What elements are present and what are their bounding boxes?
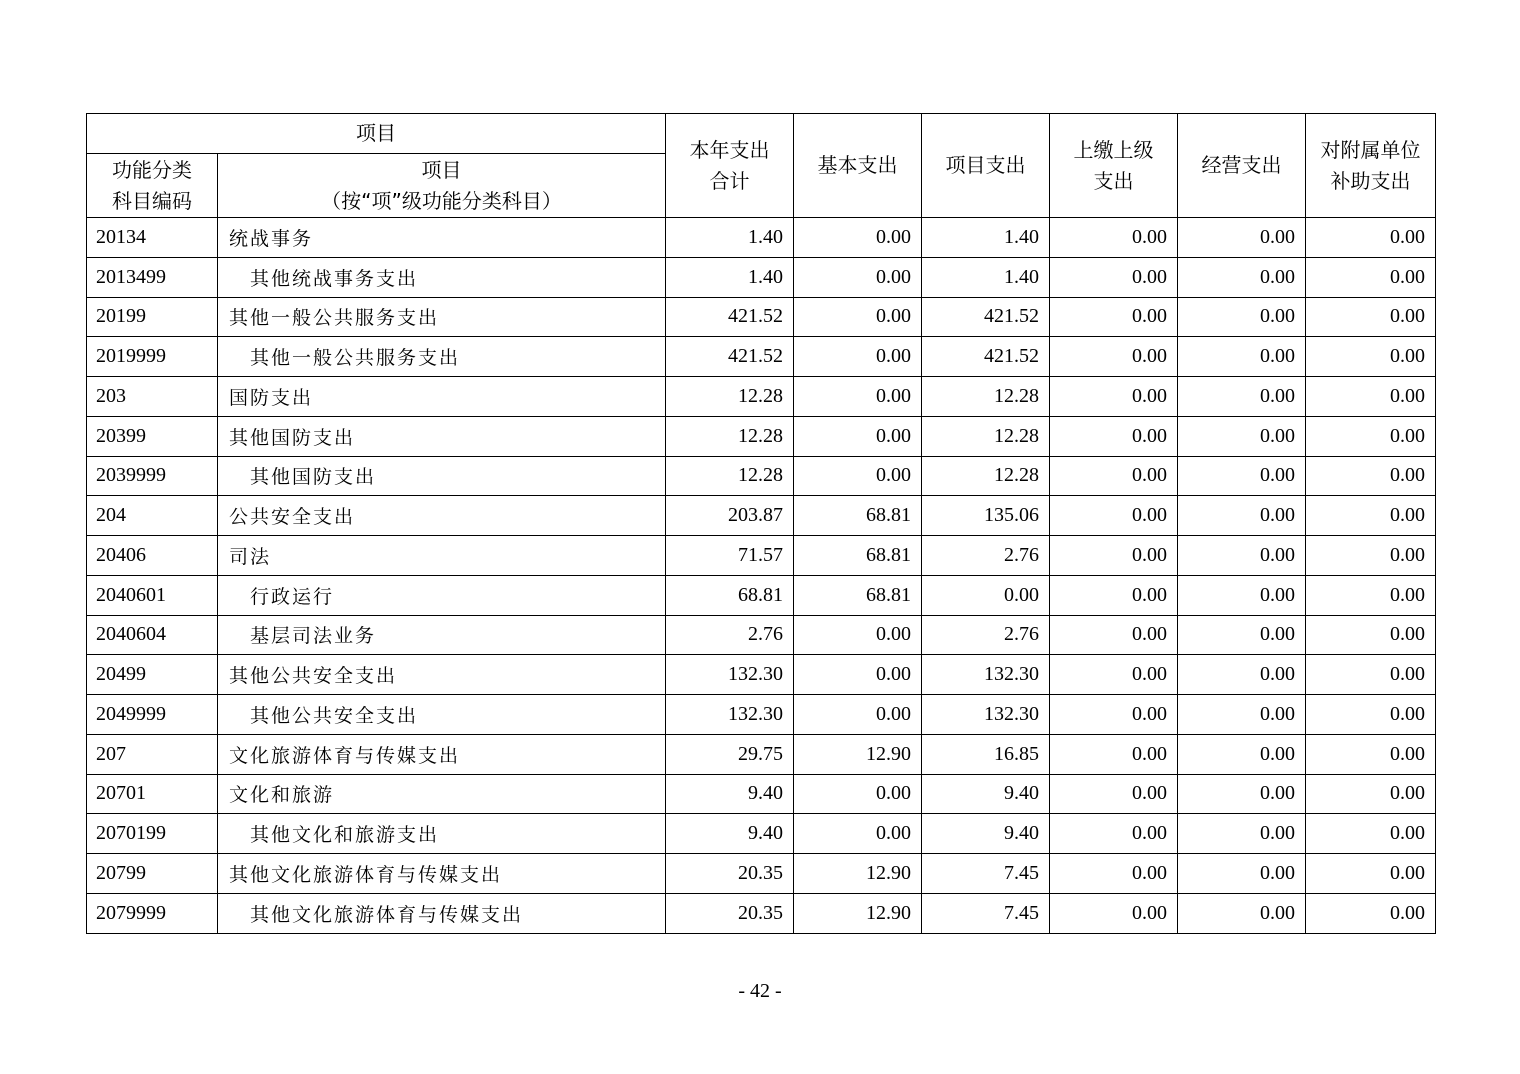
project-cell: 2.76 xyxy=(922,615,1050,655)
name-cell: 行政运行 xyxy=(218,575,666,615)
project-cell: 7.45 xyxy=(922,893,1050,933)
name-cell: 其他国防支出 xyxy=(218,416,666,456)
remit-cell: 0.00 xyxy=(1050,297,1178,337)
name-cell: 其他文化旅游体育与传媒支出 xyxy=(218,893,666,933)
basic-cell: 0.00 xyxy=(794,297,922,337)
code-cell: 20406 xyxy=(87,536,218,576)
table-row xyxy=(87,297,1436,337)
operating-cell: 0.00 xyxy=(1178,377,1306,417)
total-cell: 203.87 xyxy=(666,496,794,536)
table-body xyxy=(87,218,1436,934)
total-cell: 421.52 xyxy=(666,297,794,337)
item-group-header: 项目 xyxy=(87,114,666,154)
subsidy-cell: 0.00 xyxy=(1306,257,1436,297)
total-cell: 9.40 xyxy=(666,814,794,854)
basic-cell: 0.00 xyxy=(794,218,922,258)
project-header: 项目支出 xyxy=(922,114,1050,218)
table-row xyxy=(87,456,1436,496)
code-cell: 2019999 xyxy=(87,337,218,377)
basic-cell: 0.00 xyxy=(794,416,922,456)
name-cell: 国防支出 xyxy=(218,377,666,417)
table-row xyxy=(87,377,1436,417)
remit-cell: 0.00 xyxy=(1050,893,1178,933)
table-row xyxy=(87,496,1436,536)
code-cell: 2049999 xyxy=(87,695,218,735)
name-cell: 其他文化和旅游支出 xyxy=(218,814,666,854)
code-cell: 2040604 xyxy=(87,615,218,655)
project-cell: 132.30 xyxy=(922,695,1050,735)
remit-cell: 0.00 xyxy=(1050,575,1178,615)
code-cell: 203 xyxy=(87,377,218,417)
code-cell: 2039999 xyxy=(87,456,218,496)
subsidy-cell: 0.00 xyxy=(1306,854,1436,894)
total-cell: 29.75 xyxy=(666,734,794,774)
project-cell: 7.45 xyxy=(922,854,1050,894)
code-cell: 207 xyxy=(87,734,218,774)
remit-cell: 0.00 xyxy=(1050,496,1178,536)
basic-cell: 0.00 xyxy=(794,695,922,735)
project-cell: 421.52 xyxy=(922,337,1050,377)
table-row xyxy=(87,695,1436,735)
name-cell: 其他文化旅游体育与传媒支出 xyxy=(218,854,666,894)
operating-cell: 0.00 xyxy=(1178,575,1306,615)
remit-cell: 0.00 xyxy=(1050,734,1178,774)
total-cell: 68.81 xyxy=(666,575,794,615)
subsidy-cell: 0.00 xyxy=(1306,655,1436,695)
operating-cell: 0.00 xyxy=(1178,655,1306,695)
total-header: 本年支出 合计 xyxy=(666,114,794,218)
basic-cell: 12.90 xyxy=(794,854,922,894)
remit-header: 上缴上级 支出 xyxy=(1050,114,1178,218)
total-cell: 20.35 xyxy=(666,854,794,894)
remit-cell: 0.00 xyxy=(1050,615,1178,655)
code-cell: 204 xyxy=(87,496,218,536)
remit-cell: 0.00 xyxy=(1050,416,1178,456)
name-cell: 其他统战事务支出 xyxy=(218,257,666,297)
subsidy-cell: 0.00 xyxy=(1306,774,1436,814)
basic-cell: 0.00 xyxy=(794,615,922,655)
operating-cell: 0.00 xyxy=(1178,854,1306,894)
total-cell: 132.30 xyxy=(666,695,794,735)
operating-cell: 0.00 xyxy=(1178,297,1306,337)
code-cell: 20499 xyxy=(87,655,218,695)
basic-cell: 0.00 xyxy=(794,655,922,695)
basic-cell: 0.00 xyxy=(794,257,922,297)
operating-cell: 0.00 xyxy=(1178,734,1306,774)
name-cell: 其他公共安全支出 xyxy=(218,695,666,735)
subsidy-cell: 0.00 xyxy=(1306,337,1436,377)
name-cell: 司法 xyxy=(218,536,666,576)
table-row xyxy=(87,416,1436,456)
basic-cell: 0.00 xyxy=(794,377,922,417)
subsidy-cell: 0.00 xyxy=(1306,456,1436,496)
total-cell: 12.28 xyxy=(666,377,794,417)
subsidy-header: 对附属单位 补助支出 xyxy=(1306,114,1436,218)
total-cell: 132.30 xyxy=(666,655,794,695)
table-row xyxy=(87,814,1436,854)
operating-cell: 0.00 xyxy=(1178,774,1306,814)
remit-cell: 0.00 xyxy=(1050,814,1178,854)
subsidy-cell: 0.00 xyxy=(1306,814,1436,854)
subsidy-cell: 0.00 xyxy=(1306,218,1436,258)
expenditure-table xyxy=(86,113,1436,934)
remit-cell: 0.00 xyxy=(1050,377,1178,417)
table-row xyxy=(87,854,1436,894)
code-cell: 20799 xyxy=(87,854,218,894)
project-cell: 9.40 xyxy=(922,814,1050,854)
name-cell: 文化和旅游 xyxy=(218,774,666,814)
subsidy-cell: 0.00 xyxy=(1306,695,1436,735)
total-cell: 12.28 xyxy=(666,416,794,456)
basic-cell: 68.81 xyxy=(794,496,922,536)
page-number: - 42 - xyxy=(738,980,782,1002)
project-cell: 421.52 xyxy=(922,297,1050,337)
code-cell: 2013499 xyxy=(87,257,218,297)
operating-cell: 0.00 xyxy=(1178,416,1306,456)
name-cell: 统战事务 xyxy=(218,218,666,258)
table-row xyxy=(87,575,1436,615)
remit-cell: 0.00 xyxy=(1050,774,1178,814)
total-cell: 1.40 xyxy=(666,257,794,297)
table-row xyxy=(87,257,1436,297)
table-row xyxy=(87,774,1436,814)
remit-cell: 0.00 xyxy=(1050,655,1178,695)
subsidy-cell: 0.00 xyxy=(1306,496,1436,536)
remit-cell: 0.00 xyxy=(1050,456,1178,496)
total-cell: 20.35 xyxy=(666,893,794,933)
operating-cell: 0.00 xyxy=(1178,257,1306,297)
remit-cell: 0.00 xyxy=(1050,854,1178,894)
project-cell: 12.28 xyxy=(922,416,1050,456)
basic-cell: 68.81 xyxy=(794,536,922,576)
basic-header: 基本支出 xyxy=(794,114,922,218)
remit-cell: 0.00 xyxy=(1050,218,1178,258)
operating-header: 经营支出 xyxy=(1178,114,1306,218)
basic-cell: 0.00 xyxy=(794,456,922,496)
table-row xyxy=(87,615,1436,655)
basic-cell: 12.90 xyxy=(794,734,922,774)
project-cell: 132.30 xyxy=(922,655,1050,695)
name-header: 项目 （按“项”级功能分类科目） xyxy=(218,154,666,218)
subsidy-cell: 0.00 xyxy=(1306,297,1436,337)
project-cell: 16.85 xyxy=(922,734,1050,774)
operating-cell: 0.00 xyxy=(1178,893,1306,933)
basic-cell: 0.00 xyxy=(794,337,922,377)
table-row xyxy=(87,536,1436,576)
project-cell: 1.40 xyxy=(922,218,1050,258)
name-cell: 其他一般公共服务支出 xyxy=(218,337,666,377)
table-header xyxy=(87,114,1436,218)
operating-cell: 0.00 xyxy=(1178,615,1306,655)
project-cell: 12.28 xyxy=(922,377,1050,417)
subsidy-cell: 0.00 xyxy=(1306,893,1436,933)
table-row xyxy=(87,218,1436,258)
name-cell: 其他一般公共服务支出 xyxy=(218,297,666,337)
total-cell: 2.76 xyxy=(666,615,794,655)
remit-cell: 0.00 xyxy=(1050,695,1178,735)
subsidy-cell: 0.00 xyxy=(1306,416,1436,456)
code-cell: 20701 xyxy=(87,774,218,814)
project-cell: 0.00 xyxy=(922,575,1050,615)
basic-cell: 12.90 xyxy=(794,893,922,933)
name-cell: 基层司法业务 xyxy=(218,615,666,655)
table-row xyxy=(87,893,1436,933)
subsidy-cell: 0.00 xyxy=(1306,575,1436,615)
remit-cell: 0.00 xyxy=(1050,536,1178,576)
code-cell: 20399 xyxy=(87,416,218,456)
total-cell: 9.40 xyxy=(666,774,794,814)
total-cell: 12.28 xyxy=(666,456,794,496)
code-cell: 20199 xyxy=(87,297,218,337)
operating-cell: 0.00 xyxy=(1178,337,1306,377)
name-cell: 其他国防支出 xyxy=(218,456,666,496)
project-cell: 12.28 xyxy=(922,456,1050,496)
operating-cell: 0.00 xyxy=(1178,496,1306,536)
subsidy-cell: 0.00 xyxy=(1306,615,1436,655)
table-row xyxy=(87,734,1436,774)
basic-cell: 68.81 xyxy=(794,575,922,615)
total-cell: 421.52 xyxy=(666,337,794,377)
name-cell: 公共安全支出 xyxy=(218,496,666,536)
remit-cell: 0.00 xyxy=(1050,257,1178,297)
code-cell: 2079999 xyxy=(87,893,218,933)
subsidy-cell: 0.00 xyxy=(1306,377,1436,417)
total-cell: 1.40 xyxy=(666,218,794,258)
basic-cell: 0.00 xyxy=(794,774,922,814)
operating-cell: 0.00 xyxy=(1178,218,1306,258)
project-cell: 9.40 xyxy=(922,774,1050,814)
operating-cell: 0.00 xyxy=(1178,695,1306,735)
project-cell: 2.76 xyxy=(922,536,1050,576)
subsidy-cell: 0.00 xyxy=(1306,734,1436,774)
operating-cell: 0.00 xyxy=(1178,456,1306,496)
subsidy-cell: 0.00 xyxy=(1306,536,1436,576)
table-row xyxy=(87,337,1436,377)
code-cell: 2040601 xyxy=(87,575,218,615)
operating-cell: 0.00 xyxy=(1178,536,1306,576)
code-cell: 2070199 xyxy=(87,814,218,854)
remit-cell: 0.00 xyxy=(1050,337,1178,377)
code-cell: 20134 xyxy=(87,218,218,258)
table-row xyxy=(87,655,1436,695)
project-cell: 1.40 xyxy=(922,257,1050,297)
basic-cell: 0.00 xyxy=(794,814,922,854)
project-cell: 135.06 xyxy=(922,496,1050,536)
name-cell: 其他公共安全支出 xyxy=(218,655,666,695)
operating-cell: 0.00 xyxy=(1178,814,1306,854)
name-cell: 文化旅游体育与传媒支出 xyxy=(218,734,666,774)
total-cell: 71.57 xyxy=(666,536,794,576)
code-header: 功能分类 科目编码 xyxy=(87,154,218,218)
